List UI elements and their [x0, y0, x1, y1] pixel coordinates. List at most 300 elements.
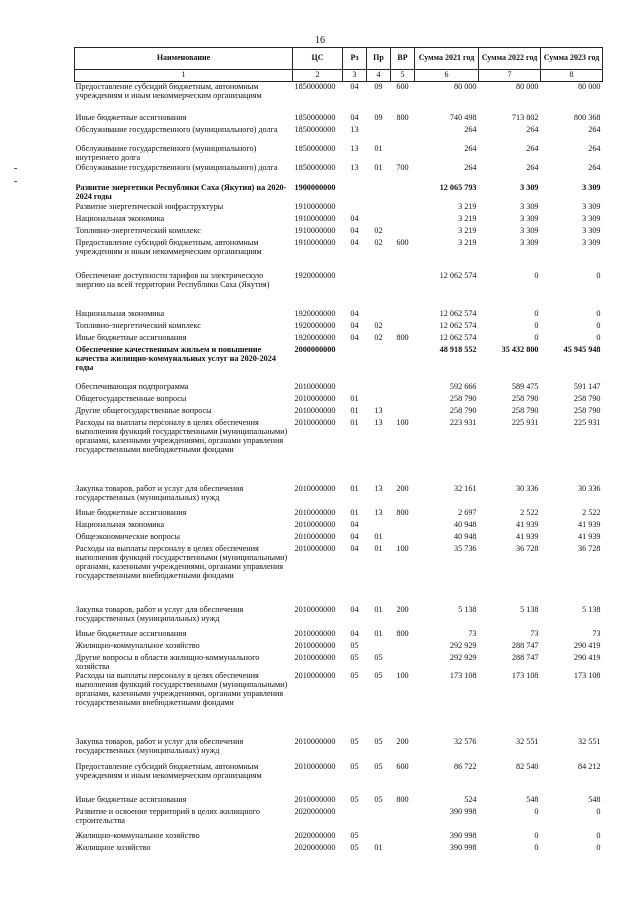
row-rz-code: 04 [350, 213, 359, 223]
row-vr-code [391, 843, 415, 855]
row-sum-2023: 41 939 [577, 519, 601, 529]
row-pr-code: 09 [374, 82, 383, 91]
row-cs-code: 1850000000 [294, 162, 336, 172]
row-rz-code: 04 [350, 112, 359, 122]
row-rz-code: 05 [350, 761, 359, 771]
row-sum-2023: 3 309 [582, 201, 601, 211]
row-pr-code: 13 [374, 483, 383, 493]
row-pr-code [367, 271, 391, 309]
row-pr-code: 02 [374, 237, 383, 247]
row-cs-code: 2010000000 [294, 417, 336, 427]
row-name: Обеспечение качественным жильем и повышение качества жилищно-коммунальных услуг на 2020-2024 годы [75, 344, 276, 372]
row-cs-code: 1920000000 [294, 270, 336, 280]
row-cs-code: 2020000000 [294, 806, 336, 816]
row-rz-code: 13 [350, 162, 359, 172]
col-number: 4 [367, 70, 391, 82]
row-sum-2021: 3 219 [458, 225, 477, 235]
row-vr-code: 700 [396, 162, 409, 172]
table-row [75, 671, 603, 737]
table-row [75, 333, 603, 345]
row-vr-code [391, 394, 415, 406]
row-vr-code [391, 807, 415, 831]
row-sum-2023: 5 138 [582, 604, 601, 614]
row-cs-code: 2010000000 [294, 640, 336, 650]
row-vr-code [391, 309, 415, 321]
row-name: Иные бюджетные ассигнования [75, 507, 187, 517]
row-sum-2021: 173 108 [449, 670, 477, 680]
table-row [75, 418, 603, 484]
row-sum-2021: 592 666 [449, 381, 477, 391]
row-sum-2023: 264 [588, 124, 601, 134]
row-sum-2021: 292 929 [449, 652, 477, 662]
row-cs-code: 2010000000 [294, 483, 336, 493]
col-number: 7 [479, 70, 541, 82]
row-vr-code: 600 [396, 237, 409, 247]
row-sum-2021: 258 790 [449, 393, 477, 403]
column-number-row [75, 70, 603, 82]
row-cs-code: 1910000000 [294, 225, 336, 235]
row-vr-code: 200 [396, 604, 409, 614]
row-rz-code: 05 [350, 640, 359, 650]
row-name: Жилищно-коммунальное хозяйство [75, 830, 200, 840]
row-sum-2023: 36 728 [577, 543, 601, 553]
row-sum-2022: 73 [530, 628, 539, 638]
row-sum-2022: 0 [534, 332, 539, 342]
row-sum-2022: 0 [534, 842, 539, 852]
table-row [75, 144, 603, 163]
row-sum-2021: 3 219 [458, 201, 477, 211]
row-sum-2022: 5 138 [520, 604, 539, 614]
table-row [75, 843, 603, 855]
row-sum-2022: 36 728 [515, 543, 539, 553]
row-sum-2021: 40 948 [453, 531, 477, 541]
row-rz-code: 01 [350, 483, 359, 493]
table-row [75, 271, 603, 309]
row-vr-code [391, 653, 415, 671]
table-row [75, 737, 603, 762]
table-row [75, 125, 603, 144]
row-vr-code [391, 183, 415, 202]
row-pr-code: 02 [374, 320, 383, 330]
table-row [75, 183, 603, 202]
row-name: Национальная экономика [75, 308, 165, 318]
table-row [75, 113, 603, 125]
row-sum-2022: 41 939 [515, 519, 539, 529]
row-name: Общегосударственные вопросы [75, 393, 187, 403]
table-row [75, 605, 603, 629]
row-pr-code [367, 641, 391, 653]
row-sum-2022: 35 432 800 [501, 344, 539, 354]
row-pr-code [367, 309, 391, 321]
row-name: Закупка товаров, работ и услуг для обеспечения государственных (муниципальных) нужд [75, 736, 244, 756]
row-sum-2023: 290 419 [573, 652, 601, 662]
row-vr-code: 800 [396, 112, 409, 122]
table-row [75, 345, 603, 382]
row-sum-2023: 0 [596, 270, 601, 280]
row-sum-2022: 225 931 [511, 417, 539, 427]
row-cs-code: 2020000000 [294, 842, 336, 852]
row-name: Расходы на выплаты персоналу в целях обеспечения выполнения функций государственными (муниципальными) органами, казенными учреждениями, органами управления государственными внебюджетными фондами [75, 670, 288, 708]
row-sum-2023: 32 551 [577, 736, 601, 746]
row-pr-code: 05 [374, 794, 383, 804]
row-vr-code: 800 [396, 794, 409, 804]
row-vr-code: 800 [396, 507, 409, 517]
row-rz-code: 01 [350, 507, 359, 517]
row-sum-2023: 258 790 [573, 393, 601, 403]
row-sum-2023: 30 336 [577, 483, 601, 493]
row-sum-2021: 390 998 [449, 806, 477, 816]
row-sum-2021: 264 [464, 124, 477, 134]
row-name: Топливно-энергетический комплекс [75, 320, 201, 330]
row-name: Обслуживание государственного (муниципального) долга [75, 162, 278, 172]
row-sum-2021: 524 [464, 794, 477, 804]
row-sum-2022: 264 [526, 162, 539, 172]
row-sum-2022: 3 309 [520, 237, 539, 247]
row-vr-code: 200 [396, 483, 409, 493]
table-row [75, 641, 603, 653]
margin-tick [14, 168, 17, 169]
col-header-vr: ВР [391, 48, 415, 70]
table-row [75, 214, 603, 226]
row-pr-code [367, 183, 391, 202]
row-vr-code: 200 [396, 736, 409, 746]
row-vr-code: 800 [396, 628, 409, 638]
row-cs-code: 2010000000 [294, 794, 336, 804]
table-row [75, 532, 603, 544]
row-name: Национальная экономика [75, 213, 165, 223]
row-pr-code: 09 [374, 112, 383, 122]
row-rz-code: 04 [350, 320, 359, 330]
table-row [75, 762, 603, 795]
row-rz-code [343, 345, 367, 382]
col-header-2021: Сумма 2021 год [415, 48, 479, 70]
row-pr-code: 05 [374, 670, 383, 680]
table-row [75, 629, 603, 641]
row-rz-code: 01 [350, 393, 359, 403]
row-sum-2021: 292 929 [449, 640, 477, 650]
row-sum-2023: 45 945 948 [563, 344, 601, 354]
row-sum-2023: 800 368 [573, 112, 601, 122]
row-name: Предоставление субсидий бюджетным, автономным учреждениям и иным некоммерческим организациям [75, 237, 262, 256]
row-pr-code: 13 [374, 417, 383, 427]
row-sum-2021: 73 [468, 628, 477, 638]
row-cs-code: 2000000000 [294, 344, 336, 354]
row-pr-code: 02 [374, 225, 383, 235]
row-name: Предоставление субсидий бюджетным, автономным учреждениям и иным некоммерческим организациям [75, 761, 262, 781]
page-number: 16 [315, 35, 325, 46]
row-cs-code: 1900000000 [294, 182, 336, 192]
row-sum-2023: 3 309 [582, 225, 601, 235]
row-cs-code: 2010000000 [294, 507, 336, 517]
row-sum-2022: 173 108 [511, 670, 539, 680]
row-rz-code: 05 [350, 652, 359, 662]
row-name: Жилищное хозяйство [75, 842, 151, 852]
row-pr-code: 01 [374, 604, 383, 614]
row-sum-2021: 12 062 574 [439, 270, 477, 280]
row-vr-code: 100 [396, 417, 409, 427]
row-sum-2021: 40 948 [453, 519, 477, 529]
row-sum-2023: 225 931 [573, 417, 601, 427]
row-sum-2021: 86 722 [453, 761, 477, 771]
row-rz-code: 01 [350, 417, 359, 427]
row-cs-code: 2010000000 [294, 393, 336, 403]
row-cs-code: 2020000000 [294, 830, 336, 840]
row-sum-2021: 223 931 [449, 417, 477, 427]
row-sum-2022: 41 939 [515, 531, 539, 541]
row-cs-code: 2010000000 [294, 519, 336, 529]
row-sum-2022: 288 747 [511, 640, 539, 650]
table-row [75, 394, 603, 406]
col-header-2022: Сумма 2022 год [479, 48, 541, 70]
row-sum-2023: 0 [596, 320, 601, 330]
row-sum-2021: 32 161 [453, 483, 477, 493]
row-sum-2022: 713 802 [511, 112, 539, 122]
row-sum-2022: 548 [526, 794, 539, 804]
row-sum-2021: 12 062 574 [439, 320, 477, 330]
table-row [75, 163, 603, 183]
row-name: Другие общегосударственные вопросы [75, 405, 212, 415]
table-row [75, 484, 603, 508]
row-sum-2021: 2 697 [458, 507, 477, 517]
row-name: Иные бюджетные ассигнования [75, 112, 187, 122]
col-header-rz: Рз [343, 48, 367, 70]
row-pr-code: 05 [374, 736, 383, 746]
row-name: Топливно-энергетический комплекс [75, 225, 201, 235]
row-vr-code [391, 831, 415, 843]
row-pr-code [367, 214, 391, 226]
col-header-cs: ЦС [293, 48, 343, 70]
row-rz-code: 04 [350, 332, 359, 342]
table-row [75, 202, 603, 214]
table-body [75, 82, 603, 855]
col-number: 3 [343, 70, 367, 82]
row-name: Расходы на выплаты персоналу в целях обеспечения выполнения функций государственными (муниципальными) органами, казенными учреждениями, органами управления государственными внебюджетными фондами [75, 543, 288, 581]
row-pr-code [367, 202, 391, 214]
row-vr-code: 600 [396, 82, 409, 91]
row-rz-code: 04 [350, 543, 359, 553]
row-name: Развитие энергетики Республики Саха (Якутия) на 2020-2024 годы [75, 182, 287, 201]
row-name: Обеспечивающая подпрограмма [75, 381, 189, 391]
table-row [75, 309, 603, 321]
row-sum-2022: 2 522 [520, 507, 539, 517]
table-row [75, 795, 603, 807]
row-vr-code [391, 214, 415, 226]
col-number: 6 [415, 70, 479, 82]
row-vr-code [391, 321, 415, 333]
row-rz-code: 05 [350, 736, 359, 746]
row-name: Расходы на выплаты персоналу в целях обеспечения выполнения функций государственными (муниципальными) органами, казенными учреждениями, органами управления государственными внебюджетными фондами [75, 417, 288, 455]
row-cs-code: 2010000000 [294, 670, 336, 680]
row-pr-code: 13 [374, 405, 383, 415]
row-name: Общеэкономические вопросы [75, 531, 181, 541]
row-sum-2023: 84 212 [577, 761, 601, 771]
row-sum-2022: 0 [534, 308, 539, 318]
row-rz-code [343, 271, 367, 309]
table-row [75, 321, 603, 333]
row-sum-2023: 0 [596, 830, 601, 840]
row-cs-code: 1920000000 [294, 308, 336, 318]
table-row [75, 831, 603, 843]
row-cs-code: 2010000000 [294, 543, 336, 553]
row-pr-code: 13 [374, 507, 383, 517]
row-vr-code: 100 [396, 670, 409, 680]
row-sum-2022: 258 790 [511, 405, 539, 415]
col-header-name: Наименование [75, 48, 293, 70]
row-cs-code: 1910000000 [294, 201, 336, 211]
row-vr-code [391, 271, 415, 309]
row-name: Обслуживание государственного (муниципального) внутреннего долга [75, 143, 257, 162]
row-name: Жилищно-коммунальное хозяйство [75, 640, 200, 650]
row-cs-code: 1910000000 [294, 213, 336, 223]
table-row [75, 226, 603, 238]
row-sum-2022: 32 551 [515, 736, 539, 746]
row-sum-2023: 0 [596, 806, 601, 816]
row-sum-2023: 0 [596, 842, 601, 852]
table-row [75, 406, 603, 418]
budget-table [74, 47, 603, 855]
row-vr-code [391, 382, 415, 394]
row-sum-2021: 35 736 [453, 543, 477, 553]
row-rz-code: 13 [350, 124, 359, 134]
row-rz-code [343, 183, 367, 202]
row-sum-2021: 12 062 574 [439, 308, 477, 318]
row-sum-2023: 80 000 [577, 82, 601, 91]
row-pr-code [367, 831, 391, 843]
row-pr-code: 05 [374, 652, 383, 662]
row-name: Развитие и освоение территорий в целях жилищного строительства [75, 806, 260, 826]
row-rz-code: 04 [350, 308, 359, 318]
row-pr-code: 01 [374, 842, 383, 852]
row-name: Иные бюджетные ассигнования [75, 332, 187, 342]
row-sum-2023: 258 790 [573, 405, 601, 415]
col-number: 8 [541, 70, 603, 82]
row-pr-code [367, 807, 391, 831]
row-name: Закупка товаров, работ и услуг для обеспечения государственных (муниципальных) нужд [75, 483, 244, 502]
row-rz-code: 04 [350, 225, 359, 235]
row-sum-2022: 3 309 [520, 201, 539, 211]
row-sum-2022: 30 336 [515, 483, 539, 493]
row-rz-code: 05 [350, 842, 359, 852]
row-cs-code: 2010000000 [294, 531, 336, 541]
row-rz-code: 05 [350, 830, 359, 840]
row-name: Обеспечение доступности тарифов на электрическую энергию на всей территории Республики Саха (Якутия) [75, 270, 270, 289]
row-sum-2023: 3 309 [582, 213, 601, 223]
row-rz-code [343, 202, 367, 214]
row-sum-2022: 0 [534, 320, 539, 330]
row-sum-2021: 390 998 [449, 830, 477, 840]
row-name: Закупка товаров, работ и услуг для обеспечения государственных (муниципальных) нужд [75, 604, 244, 623]
row-pr-code [367, 345, 391, 382]
row-sum-2022: 3 309 [520, 182, 539, 192]
row-sum-2022: 0 [534, 270, 539, 280]
table-row [75, 807, 603, 831]
row-pr-code [367, 520, 391, 532]
row-pr-code: 02 [374, 332, 383, 342]
row-sum-2021: 32 576 [453, 736, 477, 746]
row-sum-2023: 3 309 [582, 237, 601, 247]
row-name: Иные бюджетные ассигнования [75, 628, 187, 638]
table-row [75, 382, 603, 394]
row-rz-code: 04 [350, 82, 359, 91]
row-cs-code: 2010000000 [294, 652, 336, 662]
row-cs-code: 1850000000 [294, 143, 336, 153]
col-number: 1 [75, 70, 293, 82]
row-sum-2022: 0 [534, 830, 539, 840]
row-cs-code: 2010000000 [294, 628, 336, 638]
row-pr-code: 01 [374, 143, 383, 153]
row-rz-code: 05 [350, 794, 359, 804]
row-vr-code [391, 202, 415, 214]
row-cs-code: 2010000000 [294, 604, 336, 614]
row-cs-code: 2010000000 [294, 736, 336, 746]
row-name: Предоставление субсидий бюджетным, автономным учреждениям и иным некоммерческим организациям [75, 82, 262, 101]
row-vr-code: 600 [396, 761, 409, 771]
row-sum-2023: 0 [596, 332, 601, 342]
table-row [75, 544, 603, 605]
row-sum-2021: 390 998 [449, 842, 477, 852]
row-vr-code: 800 [396, 332, 409, 342]
row-sum-2023: 591 147 [573, 381, 601, 391]
row-sum-2022: 264 [526, 143, 539, 153]
row-name: Обслуживание государственного (муниципального) долга [75, 124, 278, 134]
table-row [75, 508, 603, 520]
col-header-pr: Пр [367, 48, 391, 70]
row-sum-2022: 80 000 [515, 82, 539, 91]
row-sum-2021: 48 918 552 [439, 344, 477, 354]
row-sum-2023: 173 108 [573, 670, 601, 680]
row-sum-2022: 3 309 [520, 225, 539, 235]
row-sum-2022: 258 790 [511, 393, 539, 403]
row-sum-2021: 12 062 574 [439, 332, 477, 342]
row-name: Иные бюджетные ассигнования [75, 794, 187, 804]
table-row [75, 82, 603, 113]
row-cs-code: 1920000000 [294, 332, 336, 342]
row-pr-code [367, 125, 391, 144]
row-rz-code: 04 [350, 237, 359, 247]
row-pr-code: 01 [374, 543, 383, 553]
row-rz-code: 13 [350, 143, 359, 153]
row-rz-code: 04 [350, 531, 359, 541]
row-cs-code: 1910000000 [294, 237, 336, 247]
row-sum-2023: 264 [588, 162, 601, 172]
row-sum-2022: 82 540 [515, 761, 539, 771]
row-sum-2023: 73 [592, 628, 601, 638]
row-sum-2021: 3 219 [458, 213, 477, 223]
row-sum-2022: 589 475 [511, 381, 539, 391]
table-row [75, 520, 603, 532]
row-name: Развитие энергетической инфраструктуры [75, 201, 224, 211]
row-cs-code: 2010000000 [294, 405, 336, 415]
row-name: Национальная экономика [75, 519, 165, 529]
row-pr-code: 05 [374, 761, 383, 771]
row-sum-2021: 740 498 [449, 112, 477, 122]
row-name: Другие вопросы в области жилищно-коммунального хозяйства [75, 652, 260, 671]
col-number: 5 [391, 70, 415, 82]
row-sum-2021: 264 [464, 162, 477, 172]
row-sum-2023: 548 [588, 794, 601, 804]
row-sum-2022: 0 [534, 806, 539, 816]
row-pr-code: 01 [374, 162, 383, 172]
row-sum-2022: 3 309 [520, 213, 539, 223]
table-row [75, 238, 603, 271]
row-cs-code: 2010000000 [294, 761, 336, 771]
row-vr-code [391, 144, 415, 163]
row-pr-code [367, 382, 391, 394]
row-rz-code: 01 [350, 405, 359, 415]
row-sum-2023: 264 [588, 143, 601, 153]
row-cs-code: 2010000000 [294, 381, 336, 391]
table-row [75, 653, 603, 671]
